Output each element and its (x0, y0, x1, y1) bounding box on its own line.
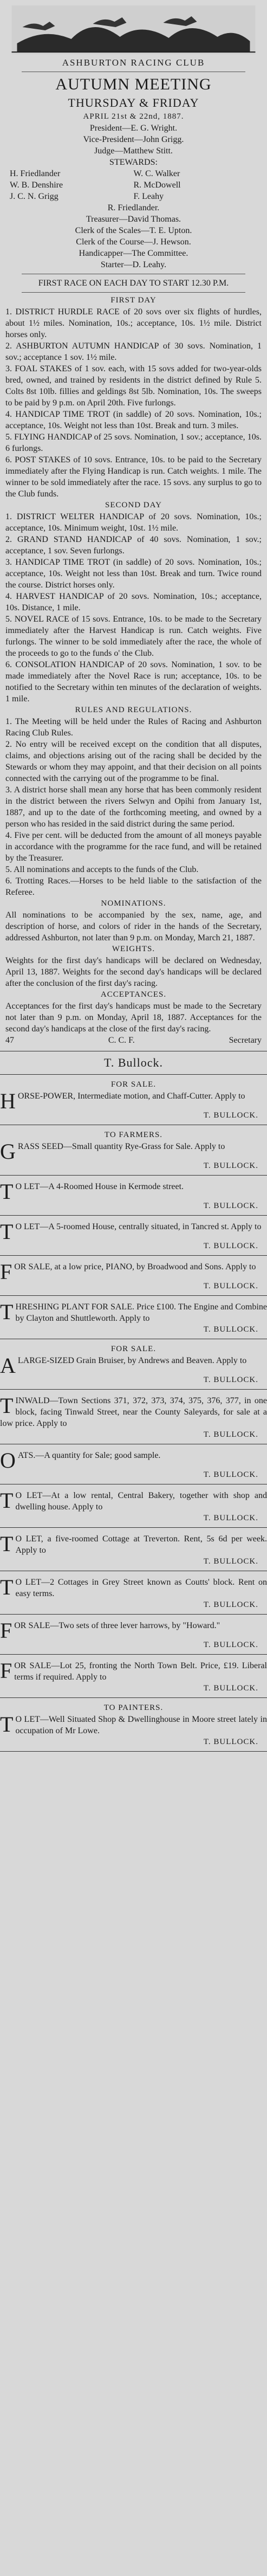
ad-heading: FOR SALE. (110, 1080, 157, 1089)
ad-text: O LET—A 4-Roomed House in Kermode street. (15, 1182, 184, 1191)
ad-body (0, 1618, 267, 1643)
ad-text: OR SALE—Lot 25, fronting the North Town Belt. Price, £19. Liberal terms if required. Apply to (14, 1661, 267, 1682)
ad-body (0, 1448, 267, 1473)
ad-heading: TO PAINTERS. (103, 1703, 164, 1712)
ad-body (0, 1089, 267, 1113)
secretary-signature (5, 1035, 262, 1047)
ad-body (0, 1714, 267, 1736)
steward: J. C. N. Grigg (10, 192, 58, 201)
steward: F. Leahy (133, 192, 164, 201)
rule-entry: 4. Five per cent. will be deducted from the amount of all moneys payable in accordance with the programme for the race fund, and will be retained by the Treasurer. (5, 831, 262, 863)
ad-body (0, 1490, 267, 1513)
rule-entry: 3. A district horse shall mean any horse that has been commonly resident in the district between the rivers Selwyn and Opihi from January 1st, 1887, and up to the date of the forthcoming meeting, and owned by a person who has resided in the said district during the same period. (5, 785, 262, 829)
ad-signature: T. BULLOCK. (203, 1514, 258, 1522)
ad-dropcap: T (0, 1219, 14, 1244)
classified-ad (0, 1533, 267, 1571)
ad-body (0, 1533, 267, 1556)
ad-text: O LET—A 5-roomed House, centrally situated, in Tancred st. Apply to (15, 1222, 262, 1231)
ad-text: OR SALE—Two sets of three lever harrows, by "Howard." (14, 1621, 220, 1630)
secretary-initials: C. C. F. (108, 1036, 135, 1045)
ad-signature: T. BULLOCK. (203, 1557, 258, 1566)
classified-ad (0, 1301, 267, 1339)
meeting-dates: APRIL 21st & 22nd, 1887. (83, 112, 184, 121)
steward: W. C. Walker (133, 169, 180, 178)
ad-text: O LET—Well Situated Shop & Dwellinghouse in Moore street lately in occupation of Mr Lowe. (15, 1715, 267, 1735)
secretary-title: Secretary (229, 1036, 262, 1045)
ad-text: ATS.—A quantity for Sale; good sample. (17, 1451, 161, 1460)
steward: W. B. Denshire (10, 180, 63, 190)
treasurer: Treasurer—David Thomas. (86, 215, 181, 224)
handicapper: Handicapper—The Committee. (79, 249, 188, 258)
divider (22, 292, 245, 293)
ad-text: OR SALE, at a low price, PIANO, by Broadwood and Sons. Apply to (14, 1262, 256, 1271)
race-entry: 4. HANDICAP TIME TROT (in saddle) of 20 sovs. Nomination, 10s.; acceptance, 10s. Weight not less than 10st. Break and turn. 3 miles. (5, 410, 262, 430)
vice-president: Vice-President—John Grigg. (83, 135, 184, 144)
classified-ad (0, 1703, 267, 1752)
ad-text: O LET—At a low rental, Central Bakery, together with shop and dwelling house. Apply to (15, 1491, 267, 1512)
president: President—E. G. Wright. (89, 124, 178, 133)
classified-ad (0, 1261, 267, 1296)
ad-signature: T. BULLOCK. (203, 1684, 258, 1693)
judge: Judge—Matthew Stitt. (94, 146, 173, 156)
race-entry: 2. ASHBURTON AUTUMN HANDICAP of 30 sovs. Nomination, 1 sov.; acceptance 1 sov. 1½ mile. (5, 341, 262, 362)
ad-divider (0, 1614, 267, 1615)
ad-signature: T. BULLOCK. (203, 1161, 258, 1170)
ad-heading: TO FARMERS. (104, 1131, 163, 1139)
first-race-time: FIRST RACE ON EACH DAY TO START 12.30 P.M. (38, 279, 229, 288)
ad-text: INWALD—Town Sections 371, 372, 373, 374, 375, 376, 377, in one block, facing Tinwald Street, near the County Saleyards, for sale at a low price. Apply to (0, 1396, 267, 1428)
race-entry: 3. FOAL STAKES of 1 sov. each, with 15 sovs added for two-year-olds bred, owned, and trained by residents in the district defined by Rule 5. Colts 8st 10lb. fillies and geldings 8st 5lb. Nomination, 10s. The sweeps to be paid by 9 p.m. on April 20th. Five furlongs. (5, 364, 262, 408)
weights-text: Weights for the first day's handicaps will be declared on Wednesday, April 13, 1887. Weights for the second day's handicaps will be declared after the conclusion of the first day's racing. (5, 956, 262, 988)
ad-divider (0, 1527, 267, 1528)
ad-dropcap: F (0, 1658, 12, 1683)
ad-dropcap: T (0, 1575, 14, 1599)
ad-text: LARGE-SIZED Grain Bruiser, by Andrews and Beaven. Apply to (17, 1356, 247, 1365)
ad-divider (0, 1389, 267, 1390)
ad-body (0, 1139, 267, 1164)
race-entry: 1. DISTRICT WELTER HANDICAP of 20 sovs. Nomination, 10s.; acceptance, 10s. Minimum weight, 10st. 1½ mile. (5, 512, 262, 533)
ad-signature: T. BULLOCK. (203, 1600, 258, 1609)
section-rule (0, 1074, 267, 1075)
race-entry: 6. POST STAKES of 10 sovs. Entrance, 10s. to be paid to the Secretary immediately after the Flying Handicap is run. Catch weights. 1 mile. The winner to be sold immediately after the race. 15 sovs. any surplus to go to the Club funds. (5, 455, 262, 499)
ad-signature: T. BULLOCK. (203, 1738, 258, 1746)
day1-heading: FIRST DAY (110, 296, 157, 305)
ad-dropcap: T (0, 1179, 14, 1204)
ad-signature: T. BULLOCK. (203, 1430, 258, 1439)
ad-text: HRESHING PLANT FOR SALE. Price £100. The Engine and Combine by Clayton and Shuttleworth. Apply to (15, 1302, 267, 1323)
ad-body (0, 1577, 267, 1599)
ad-text: O LET—2 Cottages in Grey Street known as Coutts' block. Rent on easy terms. (15, 1578, 267, 1598)
clerk-scales: Clerk of the Scales—T. E. Upton. (75, 226, 192, 235)
steward: H. Friedlander (10, 169, 61, 178)
acceptances-heading: ACCEPTANCES. (100, 990, 167, 999)
ad-text: RASS SEED—Small quantity Rye-Grass for Sale. Apply to (17, 1142, 225, 1151)
stewards-heading: STEWARDS: (109, 158, 158, 167)
club-name: ASHBURTON RACING CLUB (62, 57, 205, 68)
ad-divider (0, 1751, 267, 1752)
ad-dropcap: A (0, 1353, 16, 1378)
ad-signature: T. BULLOCK. (203, 1242, 258, 1250)
race-entry: 2. GRAND STAND HANDICAP of 40 sovs. Nomination, 1 sov.; acceptance, 1 sov. Seven furlongs. (5, 535, 262, 556)
classified-ad (0, 1131, 267, 1176)
ad-dropcap: O (0, 1448, 16, 1473)
race-entry: 3. HANDICAP TIME TROT (in saddle) of 20 sovs. Nomination, 10s.; acceptance, 10s. Weight not less than 10st. Break and turn. Twice round the course. District horses only. (5, 558, 262, 590)
race-entry: 5. NOVEL RACE of 15 sovs. Entrance, 10s. to be made to the Secretary immediately after the Harvest Handicap is run. Catch weights. Five furlongs. The winner to be sold immediately after the race, the whole of the proceeds to go to the funds o' the Club. (5, 615, 262, 658)
ad-divider (0, 1697, 267, 1698)
ad-signature: T. BULLOCK. (203, 1376, 258, 1384)
nominations-text: All nominations to be accompanied by the sex, name, age, and description of horse, and colors of rider in the hands of the Secretary, addressed Ashburton, not later than 9 p.m. on Monday, March 21, 1887. (5, 911, 262, 942)
classified-ad (0, 1395, 267, 1444)
classified-ad (0, 1490, 267, 1528)
clerk-course: Clerk of the Course—J. Hewson. (76, 237, 191, 247)
starter: Starter—D. Leahy. (100, 260, 167, 269)
ad-text: ORSE-POWER, Intermediate motion, and Chaff-Cutter. Apply to (17, 1092, 245, 1101)
ad-dropcap: G (0, 1139, 16, 1164)
day2-heading: SECOND DAY (105, 501, 162, 509)
rules-heading: RULES AND REGULATIONS. (75, 706, 192, 714)
rule-entry: 5. All nominations and accepts to the funds of the Club. (5, 865, 199, 874)
classified-ad (0, 1450, 267, 1484)
ad-divider (0, 1175, 267, 1176)
race-entry: 5. FLYING HANDICAP of 25 sovs. Nomination, 1 sov.; acceptance, 10s. 6 furlongs. (5, 432, 262, 453)
ad-body (0, 1219, 267, 1244)
ad-signature: T. BULLOCK. (203, 1470, 258, 1479)
ad-signature: T. BULLOCK. (203, 1202, 258, 1210)
ad-dropcap: F (0, 1618, 12, 1643)
ad-dropcap: T (0, 1393, 14, 1418)
ad-divider (0, 1295, 267, 1296)
meeting-title: AUTUMN MEETING (55, 75, 212, 93)
rule-entry: 1. The Meeting will be held under the Rules of Racing and Ashburton Racing Club Rules. (5, 717, 262, 738)
weights-heading: WEIGHTS. (112, 945, 155, 953)
ad-body (0, 1179, 267, 1204)
ad-dropcap: T (0, 1300, 14, 1324)
bullock-ads (0, 1080, 267, 1752)
classified-ad (0, 1620, 267, 1655)
ad-divider (0, 1654, 267, 1655)
classified-ad (0, 1577, 267, 1615)
ad-body (0, 1660, 267, 1683)
race-entry: 6. CONSOLATION HANDICAP of 20 sovs. Nomination, 1 sov. to be made immediately after the Novel Race is run; acceptance, 10s. to be notified to the Secretary within ten minutes of the declaration of weights. 1 mile. (5, 660, 262, 703)
ad-signature: T. BULLOCK. (203, 1641, 258, 1649)
steward: R. McDowell (133, 180, 181, 190)
ad-heading: FOR SALE. (110, 1345, 157, 1353)
ad-signature: T. BULLOCK. (203, 1325, 258, 1334)
stewards-list (10, 168, 257, 202)
ad-body (0, 1395, 267, 1429)
race-entry: 1. DISTRICT HURDLE RACE of 20 sovs over six flights of hurdles, about 1½ miles. Nomination, 10s.; acceptance, 10s. 1½ mile. District horses only. (5, 307, 262, 339)
ad-body (0, 1260, 267, 1284)
acceptances-text: Acceptances for the first day's handicaps must be made to the Secretary not later than 9 p.m. on Monday, April 18, 1887. Acceptances for the second day's handicaps at the close of the first day's racing. (5, 1002, 262, 1034)
ad-dropcap: H (0, 1089, 16, 1113)
steward-extra: R. Friedlander. (107, 203, 160, 212)
ad-signature: T. BULLOCK. (203, 1111, 258, 1120)
ad-body (0, 1301, 267, 1324)
ad-dropcap: T (0, 1532, 14, 1556)
ad-text: O LET, a five-roomed Cottage at Treverton. Rent, 5s 6d per week. Apply to (15, 1534, 267, 1555)
rule-entry: 6. Trotting Races.—Horses to be held liable to the satisfaction of the Referee. (5, 876, 262, 897)
classified-ad (0, 1080, 267, 1125)
race-entry: 4. HARVEST HANDICAP of 20 sovs. Nomination, 10s.; acceptance, 10s. Distance, 1 mile. (5, 592, 262, 612)
classified-ad (0, 1221, 267, 1256)
horse-race-engraving (11, 5, 256, 54)
nominations-heading: NOMINATIONS. (101, 899, 166, 908)
ad-number: 47 (5, 1036, 14, 1045)
ad-divider (0, 1255, 267, 1256)
classified-ad (0, 1660, 267, 1698)
ad-divider (0, 1215, 267, 1216)
bullock-header: T. Bullock. (104, 1056, 163, 1069)
classified-ad (0, 1181, 267, 1216)
ad-dropcap: F (0, 1260, 12, 1284)
ad-body (0, 1353, 267, 1378)
ad-dropcap: T (0, 1488, 14, 1513)
rule-entry: 2. No entry will be received except on the condition that all disputes, claims, and objections arising out of the racing shall be decided by the Stewards or whom they may appoint, and that their decision on all points connected with the carrying out of the programme to be final. (5, 740, 262, 783)
ad-dropcap: T (0, 1712, 14, 1736)
ad-signature: T. BULLOCK. (203, 1282, 258, 1290)
racing-banner-illustration (11, 5, 256, 54)
meeting-days: THURSDAY & FRIDAY (68, 96, 199, 109)
classified-ad (0, 1345, 267, 1390)
